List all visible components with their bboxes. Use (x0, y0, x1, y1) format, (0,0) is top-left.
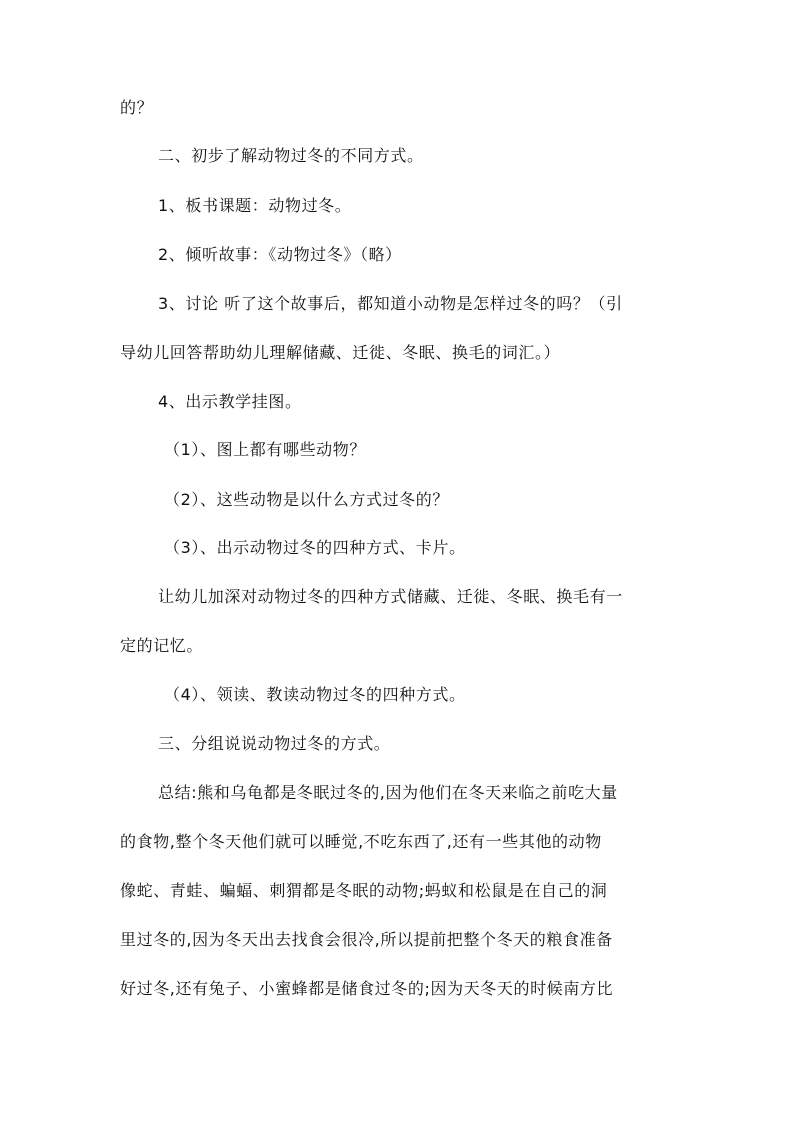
text-line: 定的记忆。 (120, 636, 204, 655)
list-item: （1）、图上都有哪些动物？ (164, 440, 366, 459)
text-line: 好过冬,还有兔子、小蜜蜂都是储食过冬的;因为天冬天的时候南方比 (120, 979, 614, 998)
text-line: 的食物,整个冬天他们就可以睡觉,不吃东西了,还有一些其他的动物 (120, 832, 602, 851)
text-line: 里过冬的,因为冬天出去找食会很冷,所以提前把整个冬天的粮食准备 (120, 930, 613, 949)
list-item: （4）、领读、教读动物过冬的四种方式。 (164, 685, 466, 704)
list-item: （3）、出示动物过冬的四种方式、卡片。 (164, 538, 466, 557)
text-line: 让幼儿加深对动物过冬的四种方式储藏、迁徙、冬眠、换毛有一 (158, 587, 623, 606)
section-heading: 三、分组说说动物过冬的方式。 (158, 734, 391, 753)
text-line: 的？ (120, 98, 154, 117)
list-item: 4、出示教学挂图。 (158, 392, 302, 411)
list-item: 2、倾听故事：《动物过冬》（略） (158, 245, 402, 264)
list-item: 3、讨论 听了这个故事后，都知道小动物是怎样过冬的吗？（引 (158, 294, 623, 313)
text-line: 总结:熊和乌龟都是冬眠过冬的,因为他们在冬天来临之前吃大量 (158, 783, 618, 802)
list-item: 1、板书课题：动物过冬。 (158, 196, 352, 215)
list-item: （2）、这些动物是以什么方式过冬的？ (164, 490, 449, 509)
text-line: 导幼儿回答帮助幼儿理解储藏、迁徙、冬眠、换毛的词汇。） (120, 343, 561, 362)
text-line: 像蛇、青蛙、蝙蝠、刺猬都是冬眠的动物;蚂蚁和松鼠是在自己的洞 (120, 881, 608, 900)
section-heading: 二、初步了解动物过冬的不同方式。 (158, 146, 424, 165)
